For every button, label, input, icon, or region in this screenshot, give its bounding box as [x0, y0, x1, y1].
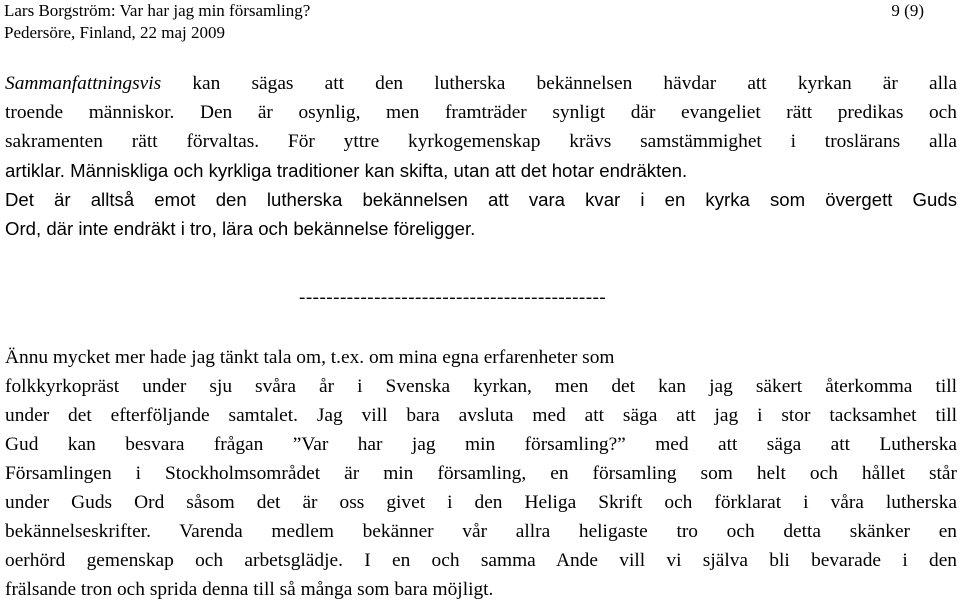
closing-line-4: Gud kan besvara frågan ”Var har jag min församling?” med att säga att Lutherska [5, 434, 957, 455]
summary-line-1 [5, 69, 957, 98]
closing-line-8: oerhörd gemenskap och arbetsglädje. I en och samma Ande vill vi själva bli bevarade i den [5, 550, 957, 571]
closing-line-7: bekännelseskrifter. Varenda medlem bekänner vår allra heligaste tro och detta skänker en [5, 521, 957, 542]
closing-line-2: folkkyrkopräst under sju svåra år i Svenska kyrkan, men det kan jag säkert återkomma till [5, 376, 957, 397]
summary-line-1-text: kan sägas att den lutherska bekännelsen hävdar att kyrkan är alla [161, 73, 957, 94]
place-date: Pedersöre, Finland, 22 maj 2009 [4, 23, 225, 42]
summary-line-4: artiklar. Människliga och kyrkliga traditioner kan skifta, utan att det hotar endräkten. [5, 160, 688, 181]
closing-line-9: frälsande tron och sprida denna till så många som bara möjligt. [5, 579, 494, 600]
section-separator: --------------------------------------------- [299, 287, 607, 308]
summary-line-5: Det är alltså emot den lutherska bekännelsen att vara kvar i en kyrka som övergett Guds [5, 189, 957, 210]
summary-line-3: sakramenten rätt förvaltas. För yttre kyrkogemenskap krävs samstämmighet i troslärans alla [5, 131, 957, 152]
summary-line-6: Ord, där inte endräkt i tro, lära och bekännelse föreligger. [5, 218, 476, 239]
summary-line-2: troende människor. Den är osynlig, men framträder synligt där evangeliet rätt predikas och [5, 102, 957, 123]
page-number: 9 (9) [891, 1, 924, 20]
closing-line-6: under Guds Ord såsom det är oss givet i den Heliga Skrift och förklarat i våra lutherska [5, 492, 957, 513]
document-title: Lars Borgström: Var har jag min församling? [4, 1, 311, 20]
page-header [4, 0, 924, 44]
summary-paragraph [5, 69, 957, 243]
closing-line-3: under det efterföljande samtalet. Jag vill bara avsluta med att säga att jag i stor tacksamhet till [5, 405, 957, 426]
summary-intro-italic: Sammanfattningsvis [5, 73, 162, 94]
closing-line-1: Ännu mycket mer hade jag tänkt tala om, t.ex. om mina egna erfarenheter som [5, 347, 615, 368]
closing-line-5: Församlingen i Stockholmsområdet är min församling, en församling som helt och hållet står [5, 463, 957, 484]
closing-paragraph [5, 343, 957, 604]
